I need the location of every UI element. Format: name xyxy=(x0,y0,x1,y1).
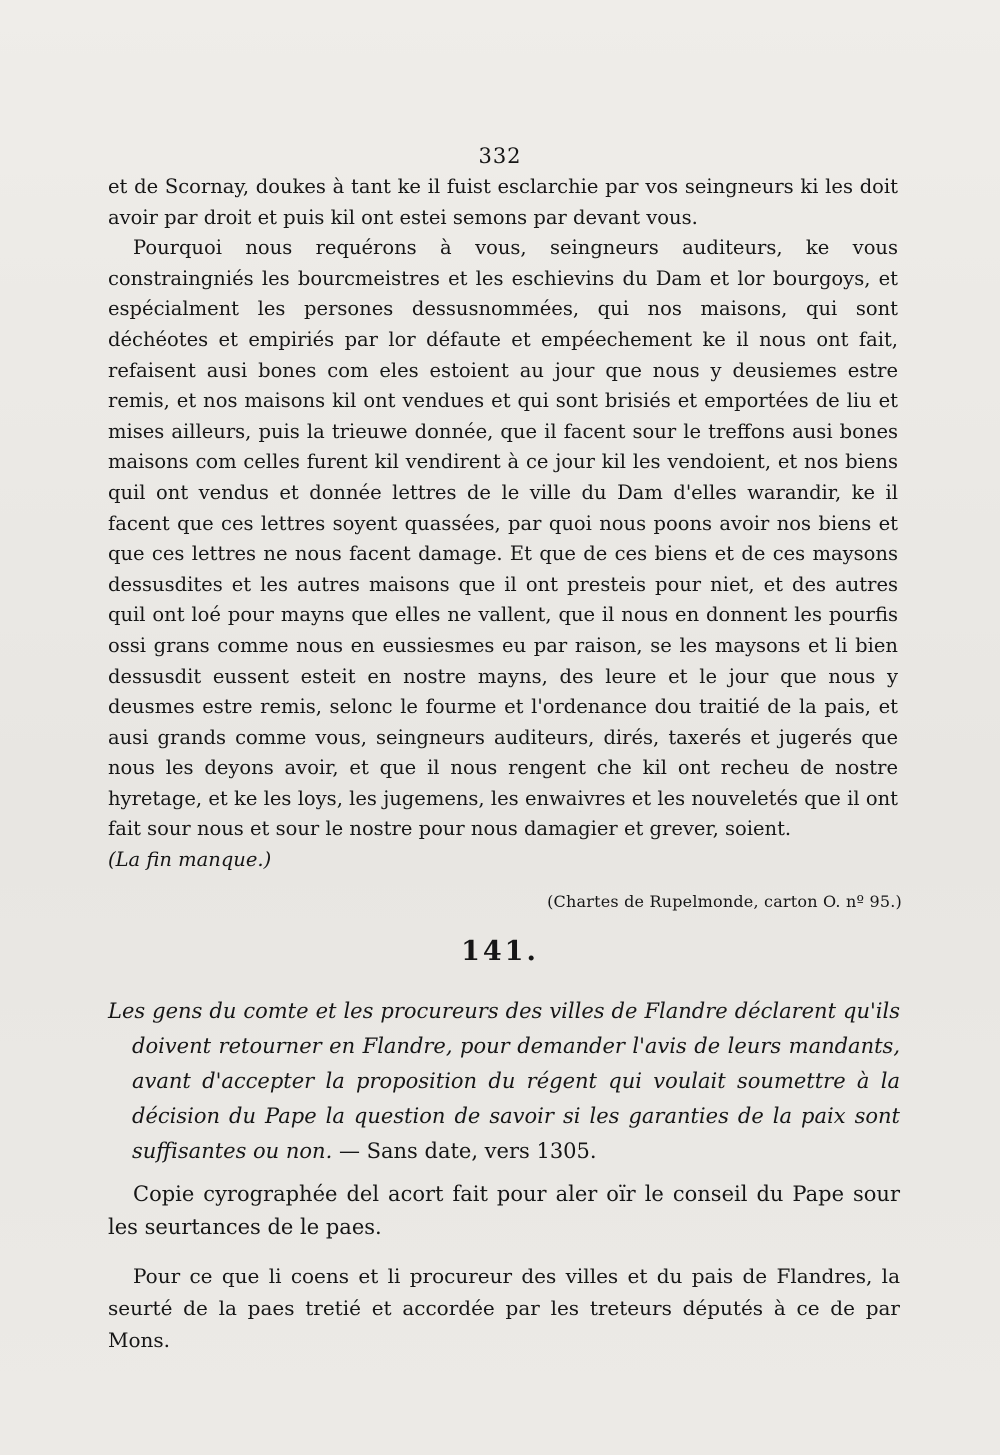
document-number: 141. xyxy=(461,936,539,967)
document-date: — Sans date, vers 1305. xyxy=(338,1139,597,1163)
document-summary xyxy=(108,994,900,1169)
summary-text: Les gens du comte et les procureurs des villes de Flandre déclarent qu'ils doivent retourner en Flandre, pour demander l'avis de leurs mandants, avant d'accepter la proposition du régent qui voulait soumettre à la décision du Pape la question de savoir si les garanties de la paix sont suffisantes ou non. xyxy=(108,999,900,1163)
archive-source-reference: (Chartes de Rupelmonde, carton O. nº 95.) xyxy=(547,892,902,911)
previous-document-text xyxy=(108,172,898,876)
missing-ending-note: (La fin manque.) xyxy=(108,848,272,872)
copy-title-text: Copie cyrographée del acort fait pour aler oïr le conseil du Pape sour les seurtances de le paes. xyxy=(108,1182,900,1239)
copy-title xyxy=(108,1178,900,1244)
continuation-paragraph: et de Scornay, doukes à tant ke il fuist esclarchie par vos seingneurs ki les doit avoir par droit et puis kil ont estei semons par devant vous. xyxy=(108,175,898,229)
page-number: 332 xyxy=(478,144,522,168)
document-opening xyxy=(108,1260,900,1356)
opening-paragraph: Pour ce que li coens et li procureur des villes et du pais de Flandres, la seurté de la paes tretié et accordée par les treteurs députés à ce de par Mons. xyxy=(108,1264,900,1352)
request-paragraph: Pourquoi nous requérons à vous, seingneurs auditeurs, ke vous constraingniés les bourcmeistres et les eschievins du Dam et lor bourgoys, et espécialment les persones dessusnommées, qui nos maisons, qui sont déchéotes et empiriés par lor défaute et empéechement ke il nous ont fait, refaisent ausi bones com eles estoient au jour que nous y deusiemes estre remis, et nos maisons kil ont vendues et qui sont brisiés et emportées de liu et mises ailleurs, puis la trieuwe donnée, que il facent sour le treffons ausi bones maisons com celles furent kil vendirent à ce jour kil les vendoient, et nos biens quil ont vendus et donnée lettres de le ville du Dam d'elles warandir, ke il facent que ces lettres soyent quassées, par quoi nous poons avoir nos biens et que ces lettres ne nous facent damage. Et que de ces biens et de ces maysons dessusdites et les autres maisons que il ont presteis pour niet, et des autres quil ont loé pour mayns que elles ne vallent, que il nous en donnent les pourfis ossi grans comme nous en eussiesmes eu par raison, se les maysons et li bien dessusdit eussent esteit en nostre mayns, des leure et le jour que nous y deusmes estre remis, selonc le fourme et l'ordenance dou traitié de la pais, et ausi grands comme vous, seingneurs auditeurs, dirés, taxerés et jugerés que nous les deyons avoir, et que il nous rengent che kil ont recheu de nostre hyretage, et ke les loys, les jugemens, les enwaivres et les nouveletés que il ont fait sour nous et sour le nostre pour nous damagier et grever, soient. xyxy=(108,236,898,841)
